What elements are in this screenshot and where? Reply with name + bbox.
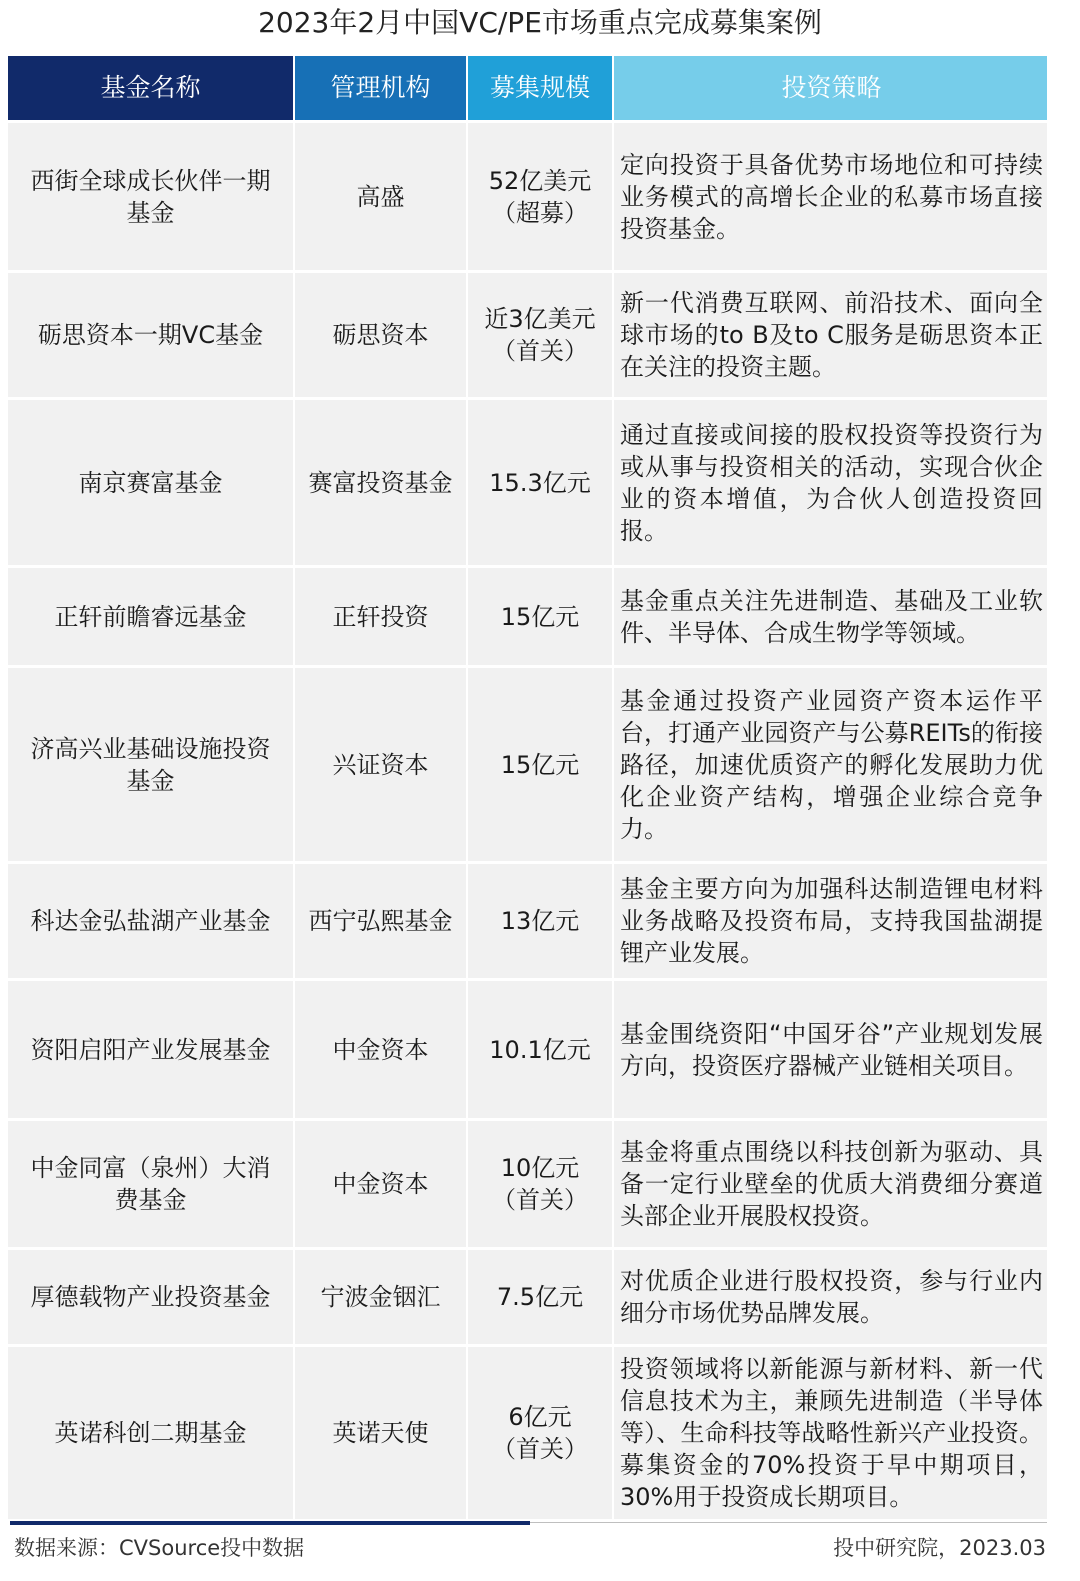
manager-cell: 英诺天使 [295,1347,468,1519]
manager-cell: 中金资本 [295,1121,468,1247]
fund-name-cell: 英诺科创二期基金 [8,1347,295,1519]
table-row [8,668,1047,864]
header-size: 募集规模 [468,56,614,120]
strategy-cell: 对优质企业进行股权投资，参与行业内细分市场优势品牌发展。 [614,1250,1047,1344]
strategy-cell: 定向投资于具备优势市场地位和可持续业务模式的高增长企业的私募市场直接投资基金。 [614,123,1047,270]
page-title: 2023年2月中国VC/PE市场重点完成募集案例 [258,6,822,39]
fund-name-cell: 科达金弘盐湖产业基金 [8,864,295,978]
size-cell: 15亿元 [468,568,614,665]
header-manager: 管理机构 [295,56,468,120]
fund-name-cell: 厚德载物产业投资基金 [8,1250,295,1344]
data-source-note: 数据来源：CVSource投中数据 [14,1536,305,1560]
table-row [8,273,1047,400]
size-cell: 7.5亿元 [468,1250,614,1344]
strategy-cell: 基金重点关注先进制造、基础及工业软件、半导体、合成生物学等领域。 [614,568,1047,665]
size-cell: 10亿元 （首关） [468,1121,614,1247]
strategy-cell: 通过直接或间接的股权投资等投资行为或从事与投资相关的活动，实现合伙企业的资本增值，为合伙人创造投资回报。 [614,400,1047,565]
footer-accent-bar [10,1521,530,1525]
fund-name-cell: 砺思资本一期VC基金 [8,273,295,397]
fund-name-cell: 西街全球成长伙伴一期 基金 [8,123,295,270]
table-row [8,123,1047,273]
fund-name-cell: 济高兴业基础设施投资 基金 [8,668,295,861]
header-fund-name: 基金名称 [8,56,295,120]
size-cell: 15亿元 [468,668,614,861]
strategy-cell: 基金围绕资阳“中国牙谷”产业规划发展方向，投资医疗器械产业链相关项目。 [614,981,1047,1118]
table-row [8,1121,1047,1250]
table-row [8,568,1047,668]
manager-cell: 赛富投资基金 [295,400,468,565]
table-row [8,864,1047,981]
size-cell: 13亿元 [468,864,614,978]
fund-name-cell: 正轩前瞻睿远基金 [8,568,295,665]
header-strategy: 投资策略 [614,56,1047,120]
strategy-cell: 新一代消费互联网、前沿技术、面向全球市场的to B及to C服务是砺思资本正在关注的投资主题。 [614,273,1047,397]
table-row [8,400,1047,568]
table-header-row [8,56,1047,123]
manager-cell: 正轩投资 [295,568,468,665]
size-cell: 52亿美元 （超募） [468,123,614,270]
fund-name-cell: 南京赛富基金 [8,400,295,565]
table-row [8,1250,1047,1347]
size-cell: 近3亿美元 （首关） [468,273,614,397]
size-cell: 15.3亿元 [468,400,614,565]
strategy-cell: 投资领域将以新能源与新材料、新一代信息技术为主，兼顾先进制造（半导体等）、生命科技等战略性新兴产业投资。募集资金的70%投资于早中期项目，30%用于投资成长期项目。 [614,1347,1047,1519]
manager-cell: 中金资本 [295,981,468,1118]
manager-cell: 兴证资本 [295,668,468,861]
fund-name-cell: 资阳启阳产业发展基金 [8,981,295,1118]
size-cell: 10.1亿元 [468,981,614,1118]
manager-cell: 砺思资本 [295,273,468,397]
footer-divider [530,1522,1047,1523]
manager-cell: 西宁弘熙基金 [295,864,468,978]
fund-name-cell: 中金同富（泉州）大消 费基金 [8,1121,295,1247]
credit-note: 投中研究院，2023.03 [833,1536,1046,1560]
strategy-cell: 基金主要方向为加强科达制造锂电材料业务战略及投资布局，支持我国盐湖提锂产业发展。 [614,864,1047,978]
table-row [8,981,1047,1121]
strategy-cell: 基金通过投资产业园资产资本运作平台，打通产业园资产与公募REITs的衔接路径，加速优质资产的孵化发展助力优化企业资产结构，增强企业综合竞争力。 [614,668,1047,861]
manager-cell: 高盛 [295,123,468,270]
strategy-cell: 基金将重点围绕以科技创新为驱动、具备一定行业壁垒的优质大消费细分赛道头部企业开展股权投资。 [614,1121,1047,1247]
fundraising-table [8,56,1047,1522]
table-row [8,1347,1047,1522]
manager-cell: 宁波金铟汇 [295,1250,468,1344]
size-cell: 6亿元 （首关） [468,1347,614,1519]
